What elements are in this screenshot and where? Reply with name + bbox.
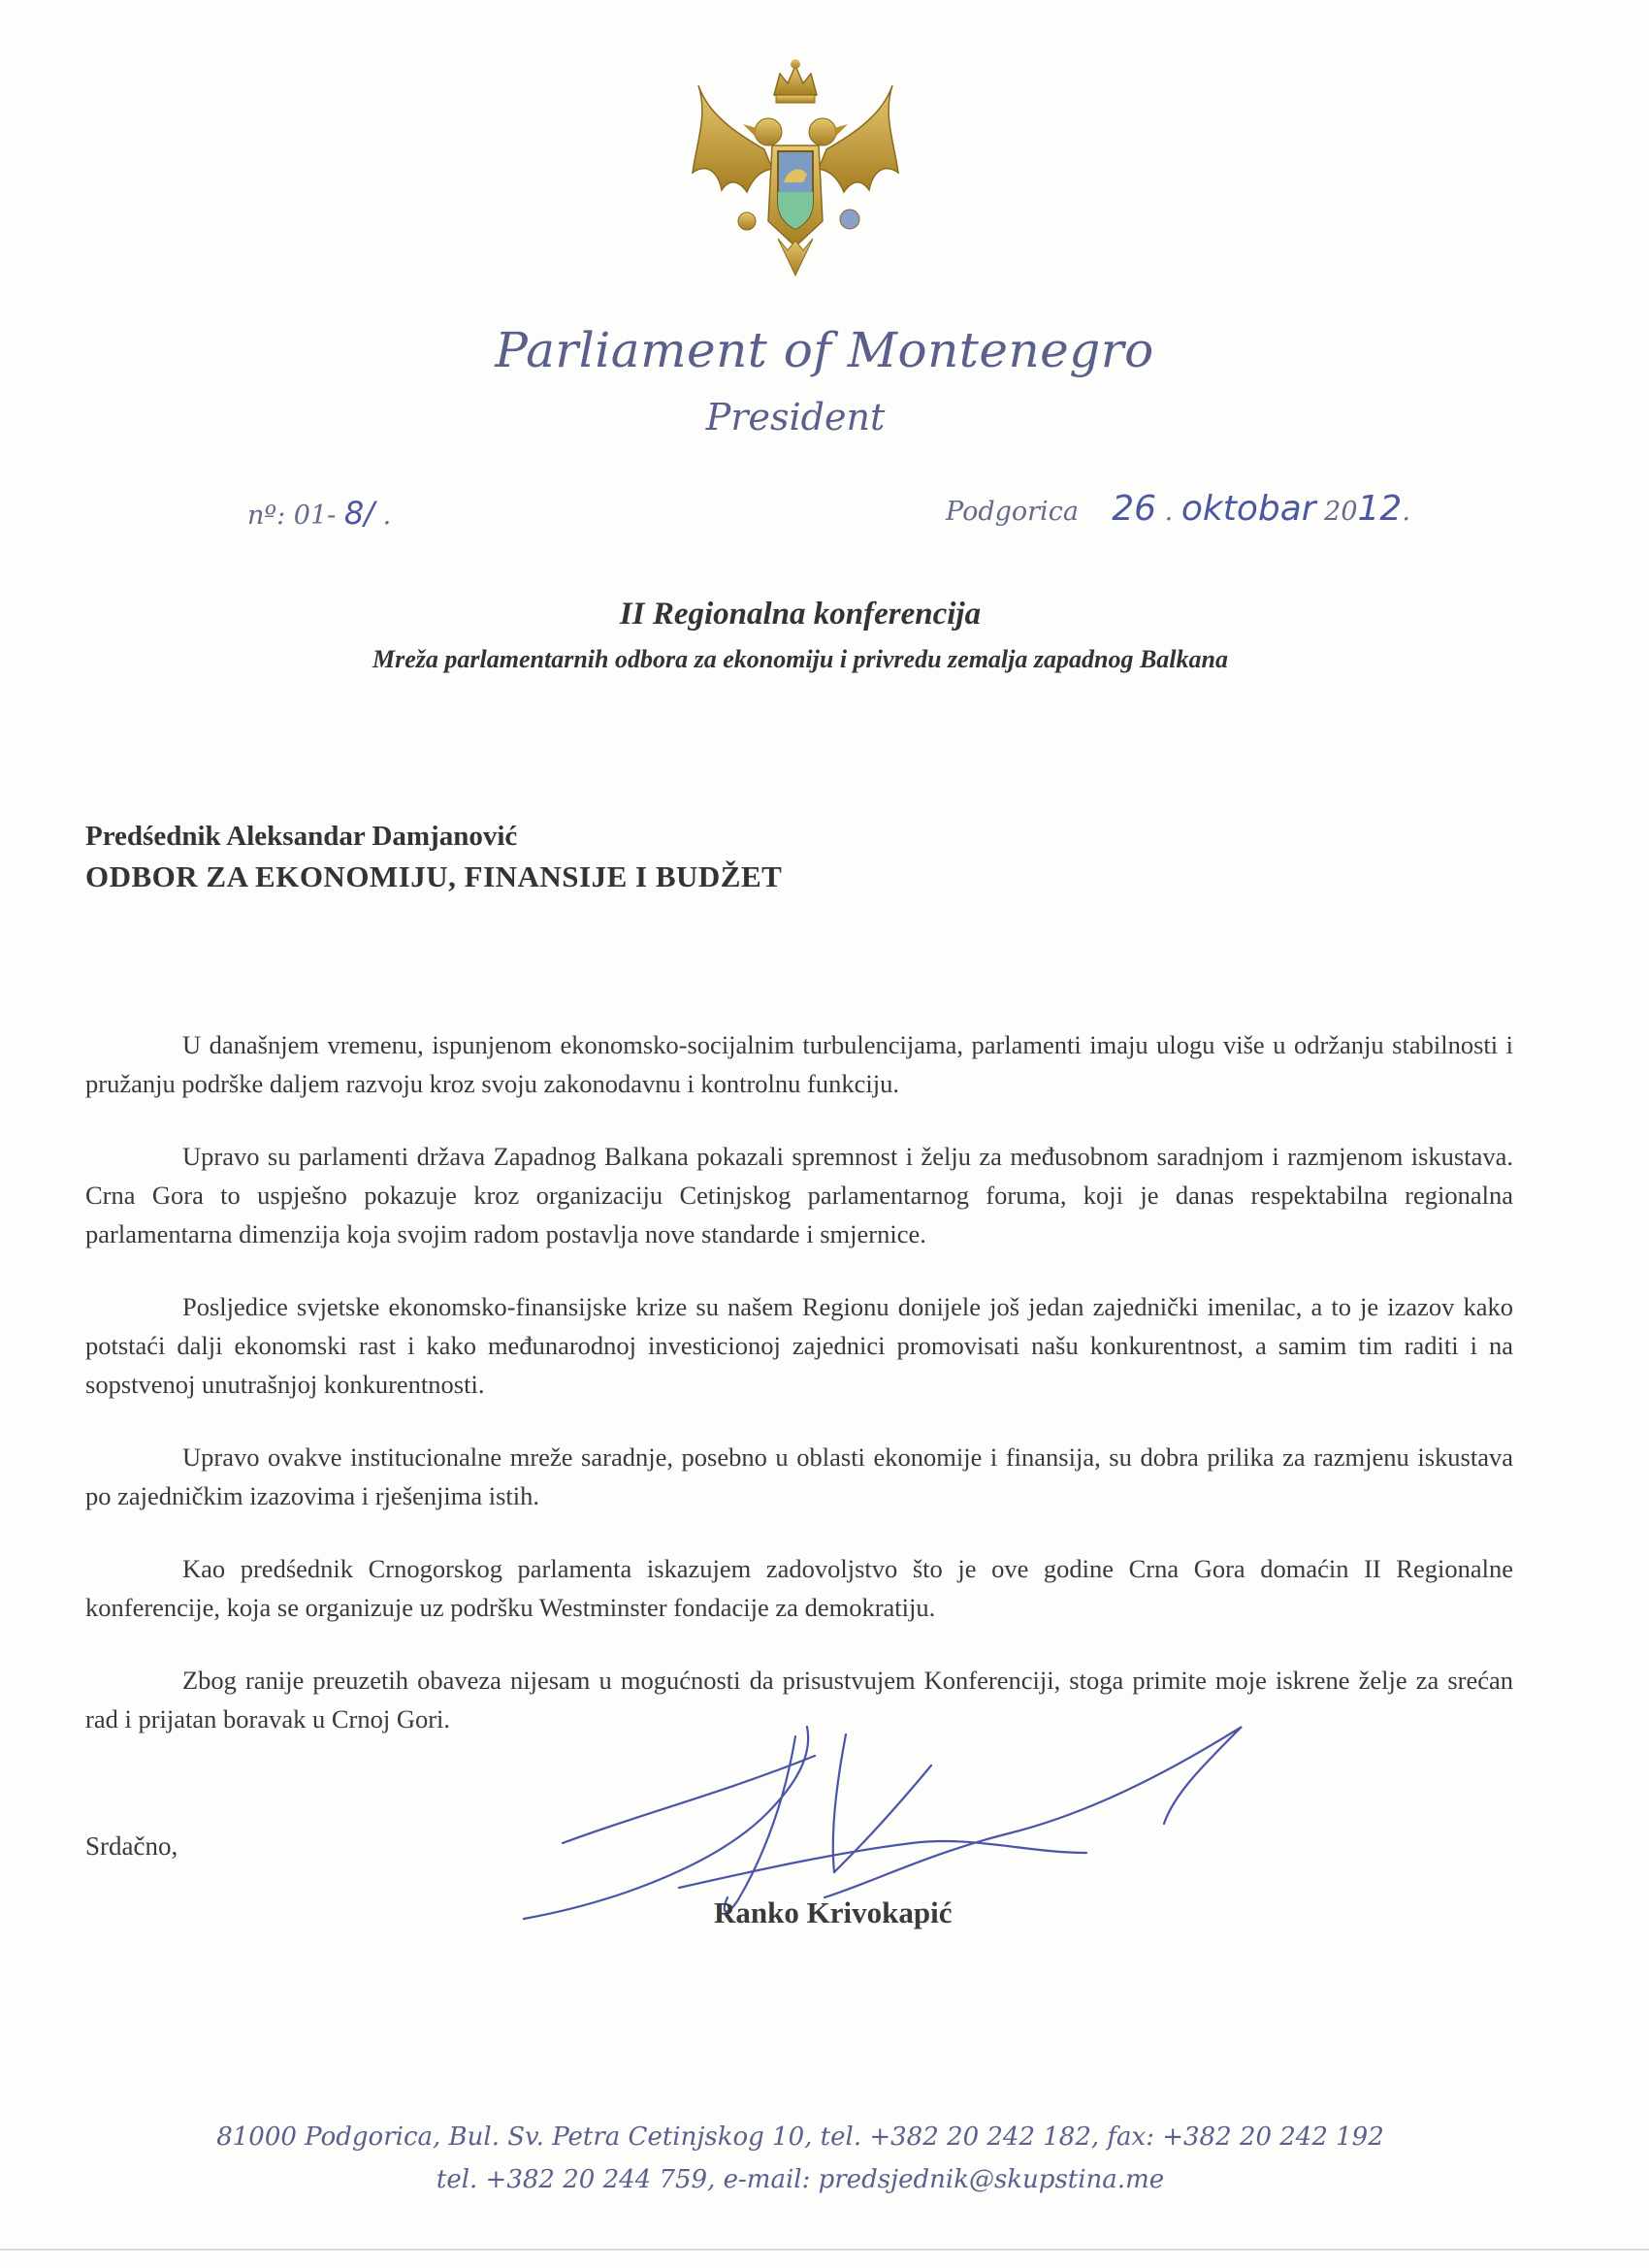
letterhead-institution: Parliament of Montenegro: [495, 322, 1154, 378]
reference-number: [247, 495, 391, 532]
footer-address: 81000 Podgorica, Bul. Sv. Petra Cetinjskog 10, tel. +382 20 242 182, fax: +382 20 242 192: [216, 2122, 1384, 2152]
conference-title: II Regionalna konferencija: [619, 597, 982, 632]
reference-label: nº: 01-: [247, 501, 337, 531]
conference-subtitle: Mreža parlamentarnih odbora za ekonomiju i privredu zemalja zapadnog Balkana: [372, 645, 1228, 673]
reference-handwritten-number: 8/: [343, 495, 374, 532]
signer-name: Ranko Krivokapić: [714, 1895, 953, 1929]
body-paragraph: Kao predśednik Crnogorskog parlamenta iskazujem zadovoljstvo što je ove godine Crna Gora domaćin II Regionalne konferencije, koja se organizuje uz podršku Westminster fondacije za demokratiju.: [85, 1554, 1513, 1622]
place-name: Podgorica: [946, 497, 1079, 527]
recipient-committee: ODBOR ZA EKONOMIJU, FINANSIJE I BUDŽET: [85, 859, 783, 893]
letter-body: [85, 1025, 1513, 1772]
place-and-date: Podgorica 26 . oktobar 2012.: [946, 489, 1410, 529]
bottom-divider: [0, 2249, 1649, 2251]
body-paragraph: U današnjem vremenu, ispunjenom ekonomsko-socijalnim turbulencijama, parlamenti imaju ulogu više u održanju stabilnosti i pružanju podrške daljem razvoju kroz svoju zakonodavnu i kontrolnu funkciju.: [85, 1030, 1513, 1098]
footer-contact: tel. +382 20 244 759, e-mail: predsjednik@skupstina.me: [436, 2165, 1165, 2194]
body-paragraph: Upravo ovakve institucionalne mreže saradnje, posebno u oblasti ekonomije i finansija, su dobra prilika za razmjenu iskustava po zajedničkim izazovima i rješenjima istih.: [85, 1442, 1513, 1510]
date-year-prefix: 20: [1324, 497, 1358, 527]
reference-suffix: .: [382, 501, 392, 531]
date-year-suffix: 12: [1357, 489, 1403, 529]
recipient-name: Predśednik Aleksandar Damjanović: [85, 821, 518, 852]
letterhead-office: President: [705, 396, 886, 438]
body-paragraph: Posljedice svjetske ekonomsko-finansijske krize su našem Regionu donijele još jedan zajednički imenilac, a to je izazov kako potstaći dalji ekonomski rast i kako međunarodnoj investicionoj zajednici promovisati našu konkurentnost, a samim tim raditi i na sopstvenoj unutrašnjoj konkurentnosti.: [85, 1292, 1513, 1399]
date-day: 26: [1112, 489, 1157, 529]
coat-of-arms-emblem: [679, 56, 912, 281]
date-month: oktobar: [1180, 489, 1316, 529]
body-paragraph: Zbog ranije preuzetih obaveza nijesam u mogućnosti da prisustvujem Konferenciji, stoga primite moje iskrene želje za srećan rad i prijatan boravak u Crnoj Gori.: [85, 1666, 1513, 1733]
closing-salutation: Srdačno,: [85, 1831, 178, 1861]
body-paragraph: Upravo su parlamenti država Zapadnog Balkana pokazali spremnost i želju za međusobnom saradnjom i razmjenom iskustava. Crna Gora to uspješno pokazuje kroz organizaciju Cetinjskog parlamentarnog foruma, koji je danas respektabilna regionalna parlamentarna dimenzija koja svojim radom postavlja nove standarde i smjernice.: [85, 1142, 1513, 1248]
